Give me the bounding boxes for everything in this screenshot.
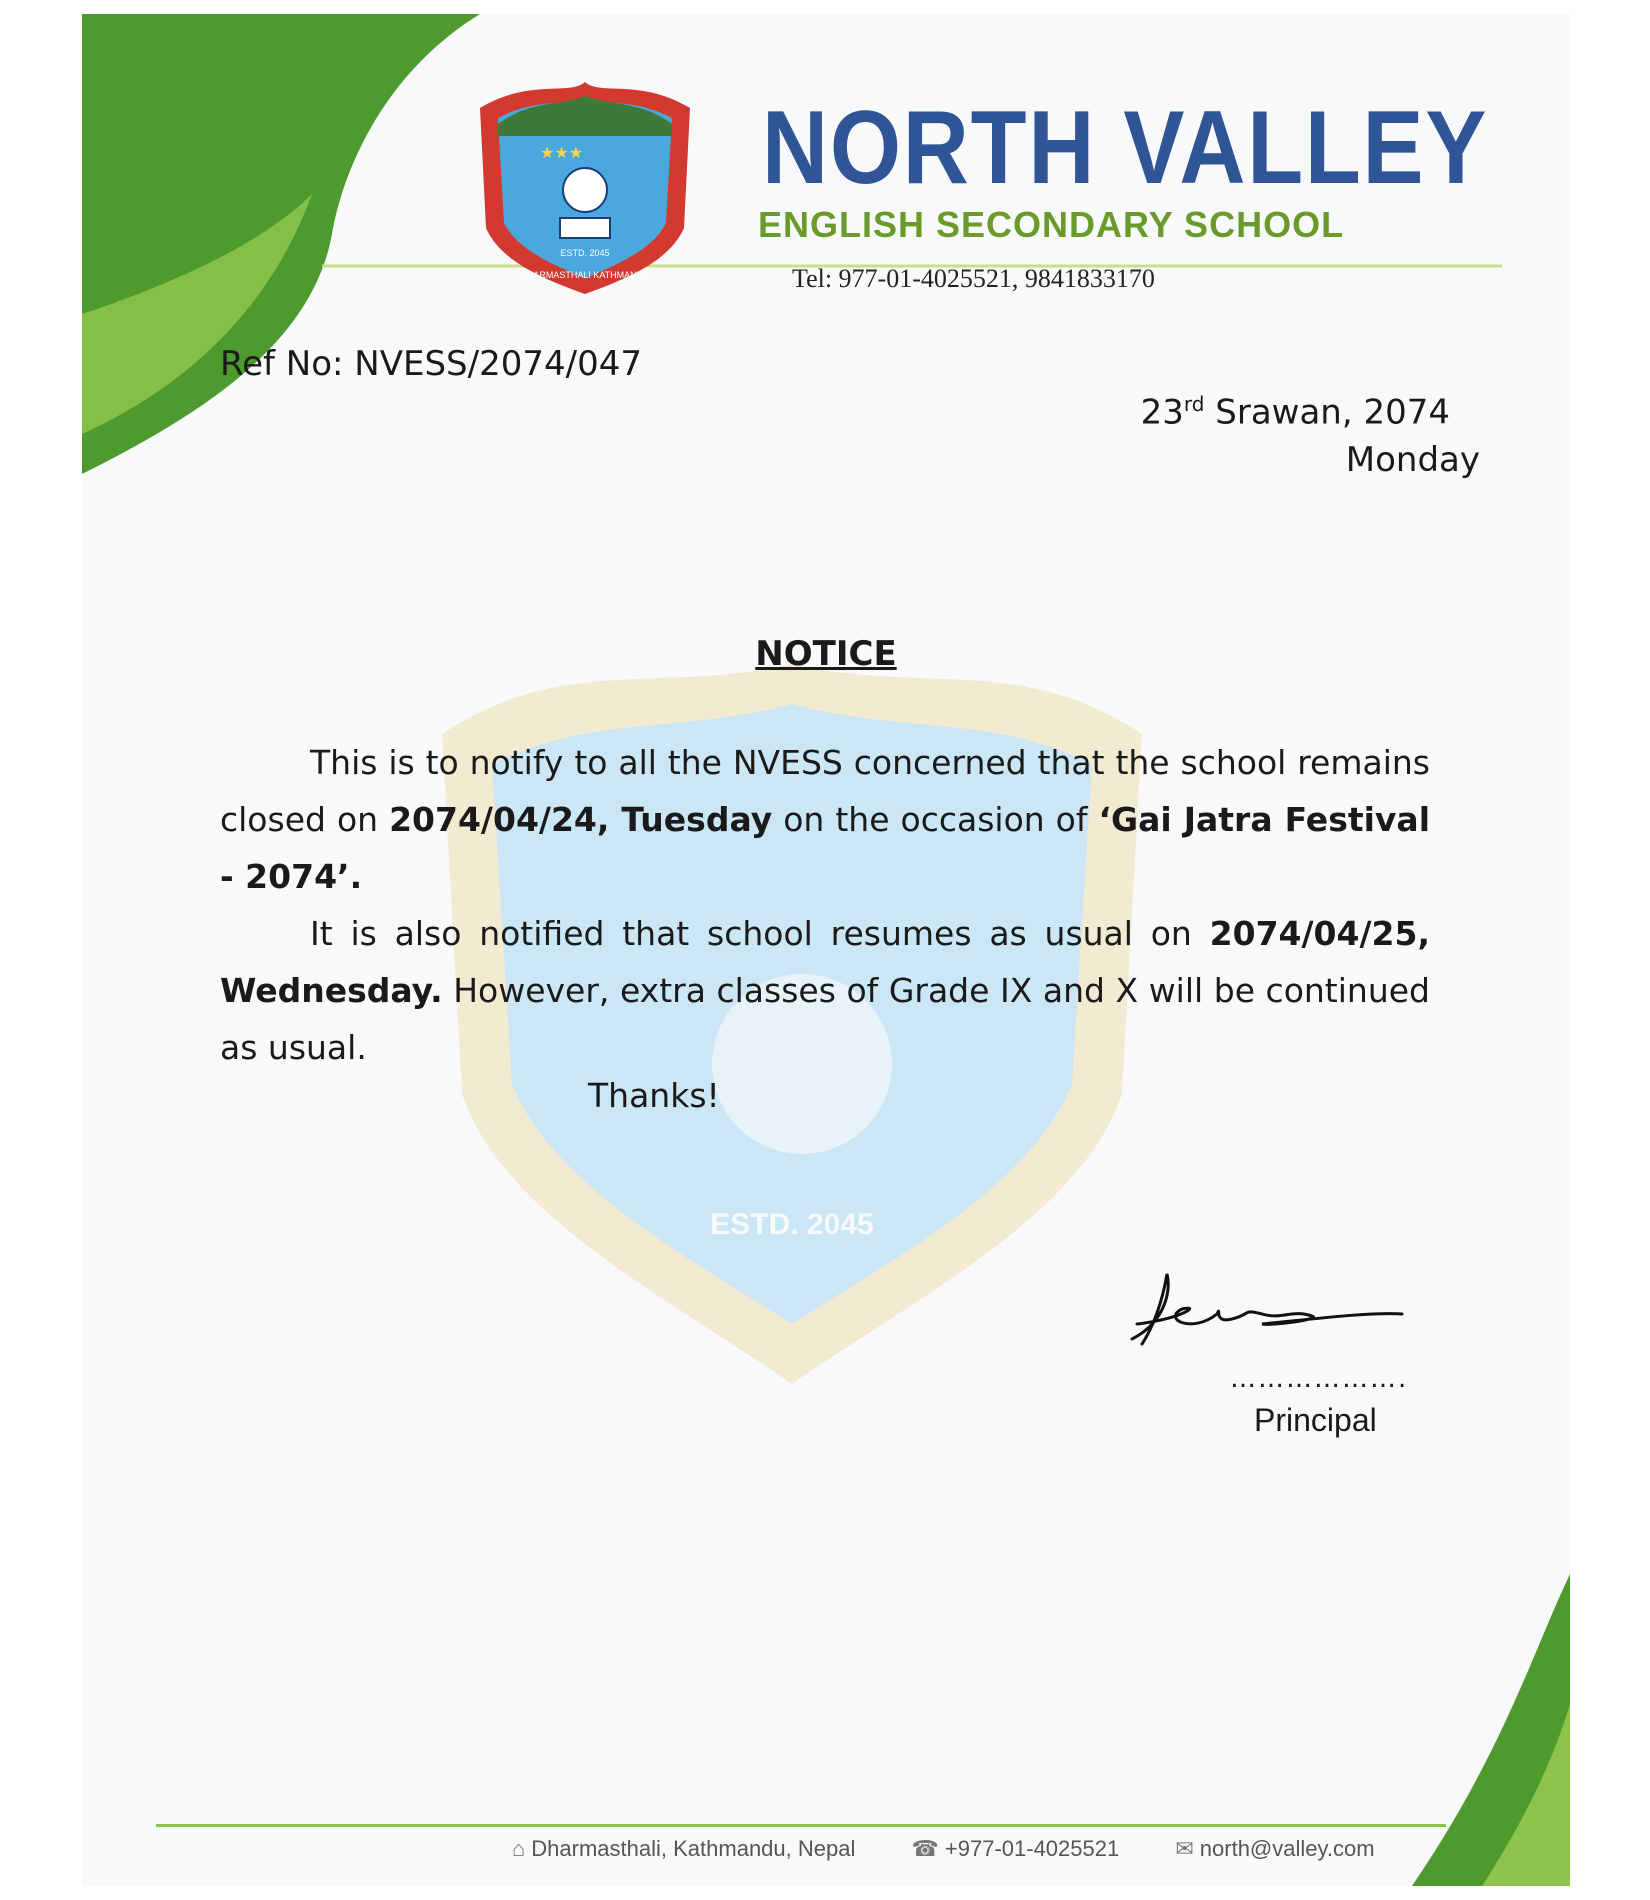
email-icon: ✉: [1175, 1836, 1194, 1861]
school-logo: [470, 78, 700, 298]
telephone: Tel: 977-01-4025521, 9841833170: [792, 264, 1155, 293]
school-name: NORTH VALLEY: [762, 90, 1489, 206]
p2-text-2: However, extra classes of Grade IX and X will be continued as usual.: [220, 971, 1430, 1067]
date-rest: Srawan, 2074: [1204, 392, 1450, 433]
footer-email: north@valley.com: [1199, 1836, 1375, 1861]
footer-divider: [156, 1824, 1446, 1827]
p1-festival: ‘Gai Jatra Festival - 2074’.: [220, 800, 1431, 896]
logo-estd: ESTD. 2045: [560, 248, 610, 258]
footer-address: Dharmasthali, Kathmandu, Nepal: [531, 1836, 856, 1861]
p1-text: This is to notify to all the NVESS concerned that the school remains closed on: [220, 743, 1430, 839]
thanks: Thanks!: [588, 1076, 720, 1115]
school-subtitle: ENGLISH SECONDARY SCHOOL: [758, 204, 1345, 245]
date-suffix: rd: [1183, 392, 1205, 416]
watermark-estd: ESTD. 2045: [710, 1208, 874, 1241]
phone-icon: ☎: [911, 1836, 939, 1861]
notice-paragraph-1: [220, 734, 1430, 905]
logo-bottom-text: DHARMASTHALI KATHMANDU: [520, 270, 650, 280]
reference-number: Ref No: NVESS/2074/047: [220, 344, 642, 384]
p1-text-2: on the occasion of: [772, 800, 1099, 839]
notice-letter: [82, 14, 1570, 1886]
logo-stars: ★★★: [540, 143, 584, 162]
principal-signature: [1122, 1264, 1412, 1354]
footer: [512, 1836, 1385, 1862]
footer-phone: +977-01-4025521: [944, 1836, 1120, 1861]
p2-text: It is also notified that school resumes as usual on: [310, 914, 1210, 953]
notice-title: NOTICE: [755, 634, 897, 674]
p2-resume-date: 2074/04/25, Wednesday.: [220, 914, 1430, 1010]
notice-body: [220, 734, 1430, 1076]
date-day: 23: [1140, 392, 1184, 433]
building-icon: ⌂: [512, 1836, 526, 1861]
weekday: Monday: [1345, 440, 1480, 480]
date: [1141, 392, 1450, 432]
p1-closed-date: 2074/04/24, Tuesday: [389, 800, 773, 839]
signature-line: ……………….: [1230, 1364, 1409, 1394]
notice-paragraph-2: [220, 905, 1430, 1076]
signature-title: Principal: [1254, 1402, 1377, 1438]
